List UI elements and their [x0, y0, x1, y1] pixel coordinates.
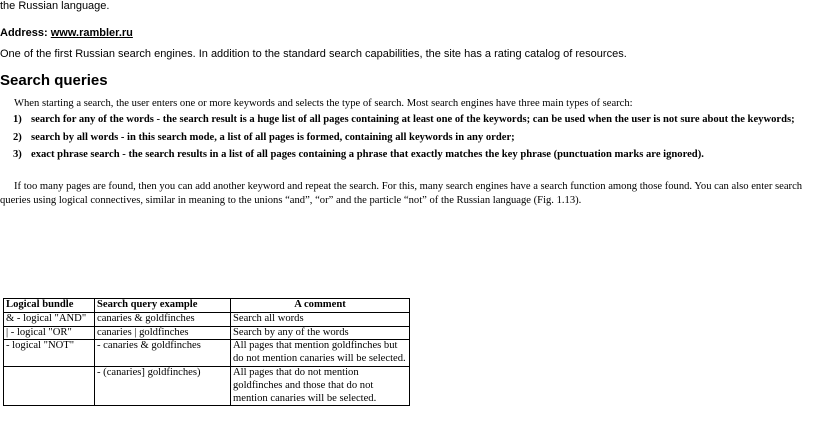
table-cell: All pages that mention goldfinches but do not mention canaries will be selected.: [231, 340, 410, 367]
list-number: 1): [13, 114, 22, 125]
table-row: [4, 366, 410, 405]
table-row: [4, 312, 410, 326]
table-cell: | - logical "OR": [4, 326, 95, 340]
list-number: 2): [13, 131, 22, 143]
rambler-link[interactable]: www.rambler.ru: [50, 27, 133, 39]
address-label: Address:: [0, 27, 48, 39]
after-paragraph: If too many pages are found, then you can add another keyword and repeat the search. For this, many search engines have a search function among those found. You can also enter search queries using logical connectives, similar in meaning to the unions “and”, “or” and the particle “not” of the Russian language (Fig. 1.13).: [0, 181, 803, 206]
table-header-row: [4, 299, 410, 313]
table-cell: & - logical "AND": [4, 312, 95, 326]
address-line: [0, 27, 133, 40]
table-cell: canaries & goldfinches: [95, 312, 231, 326]
table-header: Search query example: [95, 299, 231, 313]
list-item: [0, 113, 816, 127]
search-types-list: [0, 113, 816, 166]
logical-bundle-table: [3, 298, 410, 406]
table-cell: Search all words: [231, 312, 410, 326]
table-cell: - canaries & goldfinches: [95, 340, 231, 367]
list-text: search for any of the words - the search result is a huge list of all pages containing at least one of the keywords; can be used when the user is not sure about the keywords;: [31, 114, 795, 125]
lead-text: the Russian language.: [0, 0, 110, 12]
list-number: 3): [13, 149, 22, 160]
section-heading: Search queries: [0, 72, 108, 89]
intro-paragraph: When starting a search, the user enters one or more keywords and selects the type of search. Most search engines have three main types of search:: [14, 98, 633, 109]
table-header: Logical bundle: [4, 299, 95, 313]
table-row: [4, 326, 410, 340]
table-cell: - logical "NOT": [4, 340, 95, 367]
table-row: [4, 340, 410, 367]
table-header: A comment: [231, 299, 410, 313]
table-cell: All pages that do not mention goldfinches and those that do not mention canaries will be selected.: [231, 366, 410, 405]
list-item: [0, 131, 816, 145]
table-cell: Search by any of the words: [231, 326, 410, 340]
list-text: exact phrase search - the search results in a list of all pages containing a phrase that exactly matches the key phrase (punctuation marks are ignored).: [31, 149, 704, 160]
description: One of the first Russian search engines. In addition to the standard search capabilities, the site has a rating catalog of resources.: [0, 48, 627, 60]
list-text: search by all words - in this search mode, a list of all pages is formed, containing all keywords in any order;: [31, 131, 515, 143]
table-cell: - (canaries] goldfinches): [95, 366, 231, 405]
list-item: [0, 148, 816, 162]
table-cell: [4, 366, 95, 405]
table-cell: canaries | goldfinches: [95, 326, 231, 340]
